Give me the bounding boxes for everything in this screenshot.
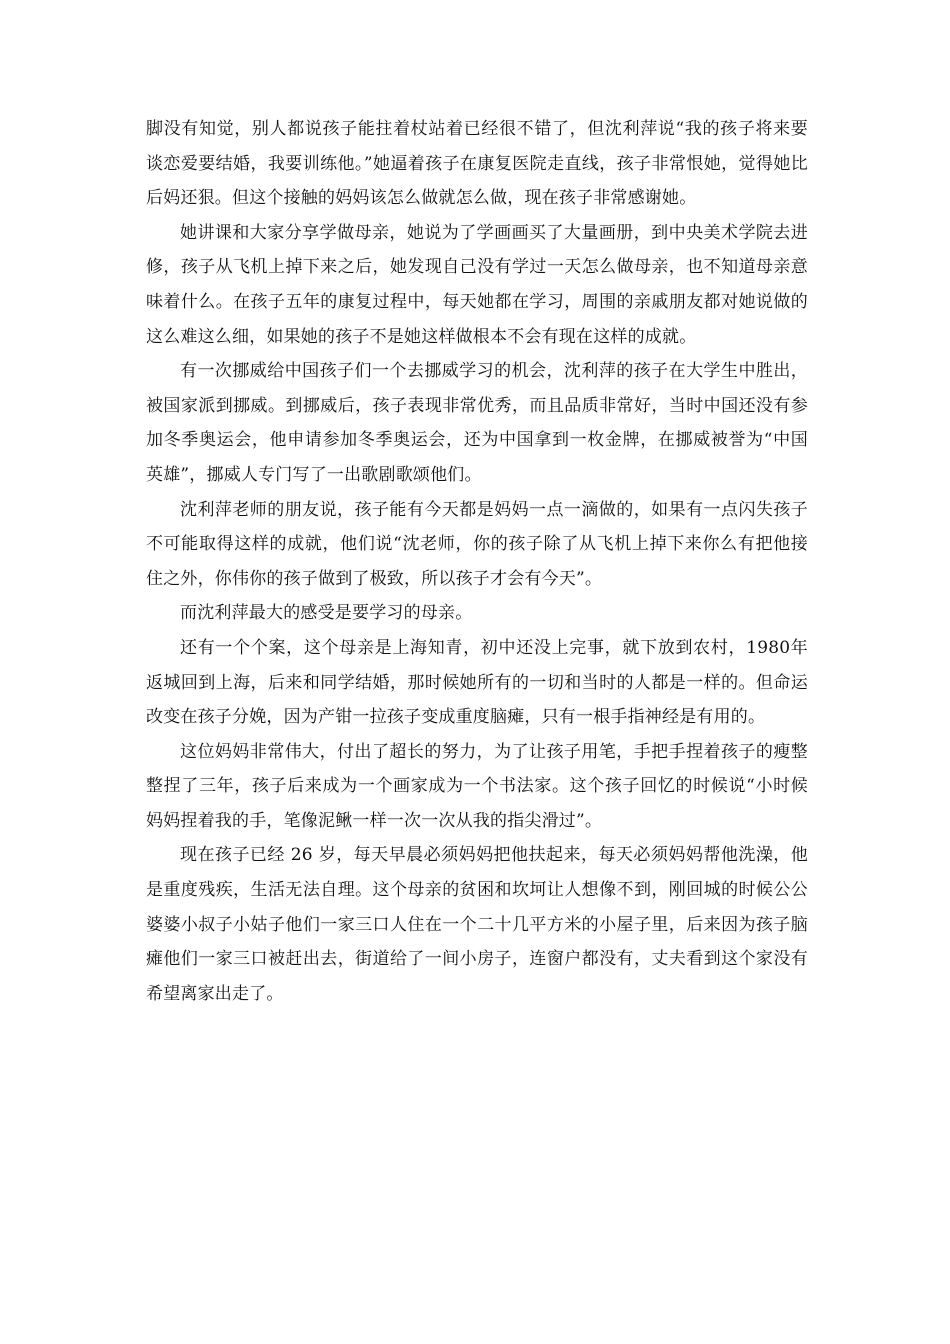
paragraph-7: 这位妈妈非常伟大，付出了超长的努力，为了让孩子用笔，手把手捏着孩子的瘦整整捏了三年，孩子后来成为一个画家成为一个书法家。这个孩子回忆的时候说“小时候妈妈捏着我的手，笔像泥鳅一样一次一次从我的指尖滑过”。 — [146, 741, 808, 831]
document-body — [146, 112, 808, 1011]
paragraph-2: 她讲课和大家分享学做母亲，她说为了学画画买了大量画册，到中央美术学院去进修，孩子从飞机上掉下来之后，她发现自己没有学过一天怎么做母亲，也不知道母亲意味着什么。在孩子五年的康复过程中，每天她都在学习，周围的亲戚朋友都对她说做的这么难这么细，如果她的孩子不是她这样做根本不会有现在这样的成就。 — [146, 222, 808, 347]
paragraph-3: 有一次挪威给中国孩子们一个去挪威学习的机会，沈利萍的孩子在大学生中胜出，被国家派到挪威。到挪威后，孩子表现非常优秀，而且品质非常好，当时中国还没有参加冬季奥运会，他申请参加冬季奥运会，还为中国拿到一枚金牌，在挪威被誉为“中国英雄”，挪威人专门写了一出歌剧歌颂他们。 — [146, 361, 808, 485]
paragraph-1: 脚没有知觉，别人都说孩子能拄着杖站着已经很不错了，但沈利萍说“我的孩子将来要谈恋爱要结婚，我要训练他。”她逼着孩子在康复医院走直线，孩子非常恨她，觉得她比后妈还狠。但这个接触的妈妈该怎么做就怎么做，现在孩子非常感谢她。 — [146, 119, 808, 209]
paragraph-8: 现在孩子已经 26 岁，每天早晨必须妈妈把他扶起来，每天必须妈妈帮他洗澡，他是重度残疾，生活无法自理。这个母亲的贫困和坎坷让人想像不到，刚回城的时候公公婆婆小叔子小姑子他们一家三口人住在一个二十几平方米的小屋子里，后来因为孩子脑瘫他们一家三口被赶出去，街道给了一间小房子，连窗户都没有，丈夫看到这个家没有希望离家出走了。 — [146, 845, 808, 1004]
paragraph-4: 沈利萍老师的朋友说，孩子能有今天都是妈妈一点一滴做的，如果有一点闪失孩子不可能取得这样的成就，他们说“沈老师，你的孩子除了从飞机上掉下来你么有把他接住之外，你伟你的孩子做到了极致，所以孩子才会有今天”。 — [146, 499, 808, 589]
paragraph-5: 而沈利萍最大的感受是要学习的母亲。 — [180, 603, 473, 624]
paragraph-6: 还有一个个案，这个母亲是上海知青，初中还没上完事，就下放到农村，1980年返城回到上海，后来和同学结婚，那时候她所有的一切和当时的人都是一样的。但命运改变在孩子分娩，因为产钳一拉孩子变成重度脑瘫，只有一根手指神经是有用的。 — [146, 637, 808, 728]
